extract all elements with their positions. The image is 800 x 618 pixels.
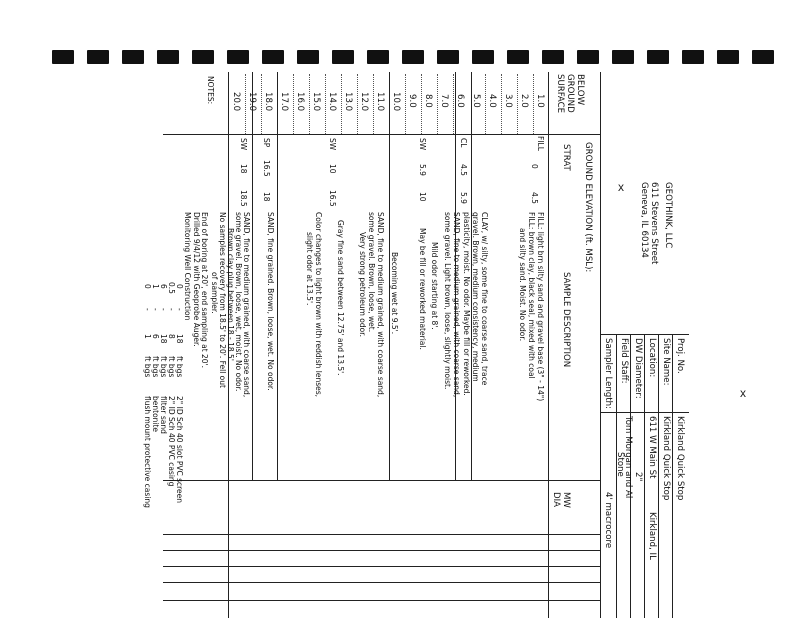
header-divider	[601, 412, 689, 413]
strat-code: SP	[262, 138, 271, 148]
depth-label: 6.0	[455, 94, 465, 108]
col-strat: STRAT	[561, 144, 571, 171]
strata-boundary	[277, 72, 278, 480]
header-divider	[601, 334, 689, 335]
description-line: and silty sand. Moist. No odor.	[518, 228, 527, 342]
ground-elevation-label: GROUND ELEVATION (ft. MSL):	[583, 142, 593, 273]
description-line: gravel. Brown, medium consistency, medium	[471, 212, 480, 382]
location-value: Kirkland, IL	[647, 512, 657, 560]
field-staff-value-2: Stone	[615, 452, 625, 477]
binder-hole	[262, 50, 284, 64]
dw-diameter-label: DW Diameter:	[633, 338, 643, 399]
depth-to: 18.5	[239, 190, 248, 207]
depth-from: 0	[530, 164, 539, 169]
depth-tick	[261, 74, 262, 134]
notes-label: NOTES:	[206, 76, 215, 105]
depth-to: 5.9	[459, 192, 468, 204]
depth-label: 1.0	[535, 94, 545, 108]
description-line: Gray fine sand between 12.75' and 13.5'.	[336, 220, 345, 376]
depth-tick	[485, 74, 486, 134]
depth-tick	[421, 74, 422, 134]
header-row-line	[672, 334, 673, 618]
well-dash: -	[167, 308, 176, 311]
binder-hole	[437, 50, 459, 64]
description-line: of sampler.	[210, 272, 219, 314]
description-line: SAND, fine to medium grained, with coarse sand,	[452, 212, 461, 398]
site-name-label: Site Name:	[661, 338, 671, 386]
header-row-line	[658, 334, 659, 618]
depth-label: 17.0	[279, 92, 289, 112]
proj-no-label: Proj. No.	[675, 338, 685, 374]
depth-to: 18	[262, 192, 271, 202]
depth-tick	[373, 74, 374, 134]
well-desc: 2" ID Sch 40 slot PVC screen	[175, 396, 184, 504]
depth-label: 3.0	[503, 94, 513, 108]
depth-from: 5.9	[418, 164, 427, 176]
depth-label: 4.0	[487, 94, 497, 108]
well-desc: filter sand	[159, 396, 168, 434]
binder-hole	[682, 50, 704, 64]
col-below: BELOW	[575, 74, 585, 106]
strat-code: SW	[418, 138, 427, 151]
description-line: CLAY, w/ silty, some fine to coarse sand, trace	[480, 212, 489, 386]
well-dash: -	[151, 308, 160, 311]
company-street: 611 Stevens Street	[649, 182, 659, 265]
well-construction-title: Monitoring Well Construction	[183, 212, 192, 321]
depth-label: 16.0	[295, 92, 305, 112]
binder-hole	[52, 50, 74, 64]
strat-code: FILL	[536, 136, 545, 151]
description-line: FILL: brown clay, black seal, mixed with coal	[527, 212, 536, 379]
well-from: 1	[151, 284, 160, 289]
binder-hole	[157, 50, 179, 64]
depth-tick	[517, 74, 518, 134]
field-staff-label: Field Staff:	[619, 338, 629, 384]
depth-from: 10	[328, 164, 337, 174]
location-label: Location:	[647, 338, 657, 378]
depth-label: 12.0	[359, 92, 369, 112]
binder-hole	[87, 50, 109, 64]
well-from: 0	[143, 284, 152, 289]
depth-label: 9.0	[407, 94, 417, 108]
description-line: some gravel. Brown, loose, wet, moist. No odor.	[234, 212, 243, 392]
depth-tick	[533, 74, 534, 134]
description-line: Becoming wet at 9.5'.	[390, 252, 399, 335]
sampler-length-label: Sampler Length:	[603, 338, 613, 410]
well-unit: ft bgs	[143, 356, 152, 378]
binder-hole	[402, 50, 424, 64]
dw-diameter-value: 2"	[633, 472, 643, 482]
description-line: SAND, fine to medium grained, with coarse sand,	[376, 212, 385, 398]
well-desc: bentonite	[151, 396, 160, 433]
well-unit: ft bgs	[151, 356, 160, 378]
depth-tick	[453, 74, 454, 134]
depth-tick	[309, 74, 310, 134]
binder-hole	[472, 50, 494, 64]
col-ground: GROUND	[565, 74, 575, 113]
sampler-length-value: 4' macrocore	[603, 492, 613, 549]
strata-boundary	[252, 72, 253, 480]
strat-code: SW	[328, 138, 337, 151]
description-line: Brown clay plug between 18 - 18.5'	[226, 228, 235, 361]
depth-tick	[357, 74, 358, 134]
depth-from: 16.5	[262, 160, 271, 177]
well-dash: -	[143, 308, 152, 311]
well-from: 6	[159, 284, 168, 289]
company-name: GEOTHINK, LLC	[663, 182, 673, 249]
description-line: May be fill or reworked material.	[418, 228, 427, 350]
depth-label: 14.0	[327, 92, 337, 112]
description-line: slight odor at 13.5'.	[305, 232, 314, 306]
well-unit: ft bgs	[159, 356, 168, 378]
pen-mark: x	[740, 386, 746, 400]
description-line: No samples recovery from 18.5' to 20'. Fell out	[218, 212, 227, 388]
depth-label: 5.0	[471, 94, 481, 108]
site-name-value: Kirkland Quick Stop	[661, 416, 671, 501]
depth-label: 8.0	[423, 94, 433, 108]
description-line: Color changes to light brown with reddish lenses,	[314, 212, 323, 398]
description-line: SAND, fine to medium grained, with coarse sand,	[242, 212, 251, 398]
well-desc: flush mount protective casing	[143, 396, 152, 508]
well-to: 1	[143, 334, 152, 339]
depth-tick	[341, 74, 342, 134]
depth-label: 13.0	[343, 92, 353, 112]
depth-to: 10	[418, 192, 427, 202]
depth-label: 18.0	[263, 92, 273, 112]
company-city: Geneva, IL 60134	[639, 182, 649, 258]
depth-label: 2.0	[519, 94, 529, 108]
description-line: some gravel. Brown, loose, wet.	[367, 212, 376, 333]
boring-log-scan	[143, 72, 689, 618]
depth-tick	[405, 74, 406, 134]
col-sample-description: SAMPLE DESCRIPTION	[561, 272, 571, 368]
depth-label: 10.0	[391, 92, 401, 112]
depth-from: 18	[239, 164, 248, 174]
binder-hole	[612, 50, 634, 64]
description-line: Mild odor starting at 8'.	[430, 242, 439, 330]
binder-hole	[192, 50, 214, 64]
description-line: plasticity, moist. No odor. Maybe fill or reworked.	[462, 212, 471, 396]
binder-hole	[577, 50, 599, 64]
drilled-note: Drilled 9/4/12 with Geoprobe Auger.	[192, 212, 201, 347]
depth-from: 4.5	[459, 164, 468, 176]
well-dash: -	[175, 308, 184, 311]
binder-hole	[647, 50, 669, 64]
binder-hole	[752, 50, 774, 64]
well-from: 0.5	[167, 282, 176, 294]
depth-to: 16.5	[328, 190, 337, 207]
boring-log-sheet	[143, 72, 689, 618]
col-mw: MW	[561, 492, 571, 508]
strat-code: CL	[459, 138, 468, 148]
depth-label: 20.0	[231, 92, 241, 112]
binder-hole	[507, 50, 529, 64]
end-of-boring: End of boring at 20', end sampling at 20'.	[200, 212, 209, 369]
site-address-value: 611 W Main St	[647, 416, 657, 479]
header-row-line	[644, 334, 645, 618]
col-surface: SURFACE	[555, 74, 565, 114]
description-line: SAND, fine grained. Brown, loose, wet. No odor.	[266, 212, 275, 391]
well-to: 8	[167, 334, 176, 339]
binder-hole	[297, 50, 319, 64]
depth-tick	[293, 74, 294, 134]
well-unit: ft bgs	[167, 356, 176, 378]
proj-no-value: Kirkland Quick Stop	[675, 416, 685, 501]
binder-hole	[367, 50, 389, 64]
pen-mark: x	[618, 180, 624, 194]
binder-hole	[122, 50, 144, 64]
depth-label: 19.0	[247, 92, 257, 112]
well-dash: -	[159, 308, 168, 311]
header-divider	[600, 72, 601, 618]
depth-label: 11.0	[375, 92, 385, 112]
binder-hole	[717, 50, 739, 64]
depth-to: 4.5	[530, 192, 539, 204]
depth-tick	[325, 74, 326, 134]
description-line: some gravel. Light brown, loose, slightly moist.	[443, 212, 452, 390]
well-desc: 2" ID Sch 40 PVC casing	[167, 396, 176, 487]
well-to: 18	[175, 334, 184, 344]
col-mw-dia: DIA	[551, 492, 561, 508]
well-to: 6	[151, 334, 160, 339]
description-line: Very strong petroleum odor.	[358, 232, 367, 338]
binder-hole	[542, 50, 564, 64]
binder-hole	[332, 50, 354, 64]
well-to: 18	[159, 334, 168, 344]
depth-label: 7.0	[439, 94, 449, 108]
strat-code: SW	[239, 138, 248, 151]
well-from: 0	[175, 284, 184, 289]
depth-tick	[245, 74, 246, 134]
table-header-line	[548, 72, 549, 618]
binder-hole	[227, 50, 249, 64]
depth-tick	[501, 74, 502, 134]
description-line: FILL: light brn silty sand and gravel base (3" - 14")	[536, 212, 545, 402]
well-unit: ft bgs	[175, 356, 184, 378]
depth-tick	[437, 74, 438, 134]
field-staff-value: Tom Morgan and Al	[623, 416, 633, 499]
depth-label: 15.0	[311, 92, 321, 112]
